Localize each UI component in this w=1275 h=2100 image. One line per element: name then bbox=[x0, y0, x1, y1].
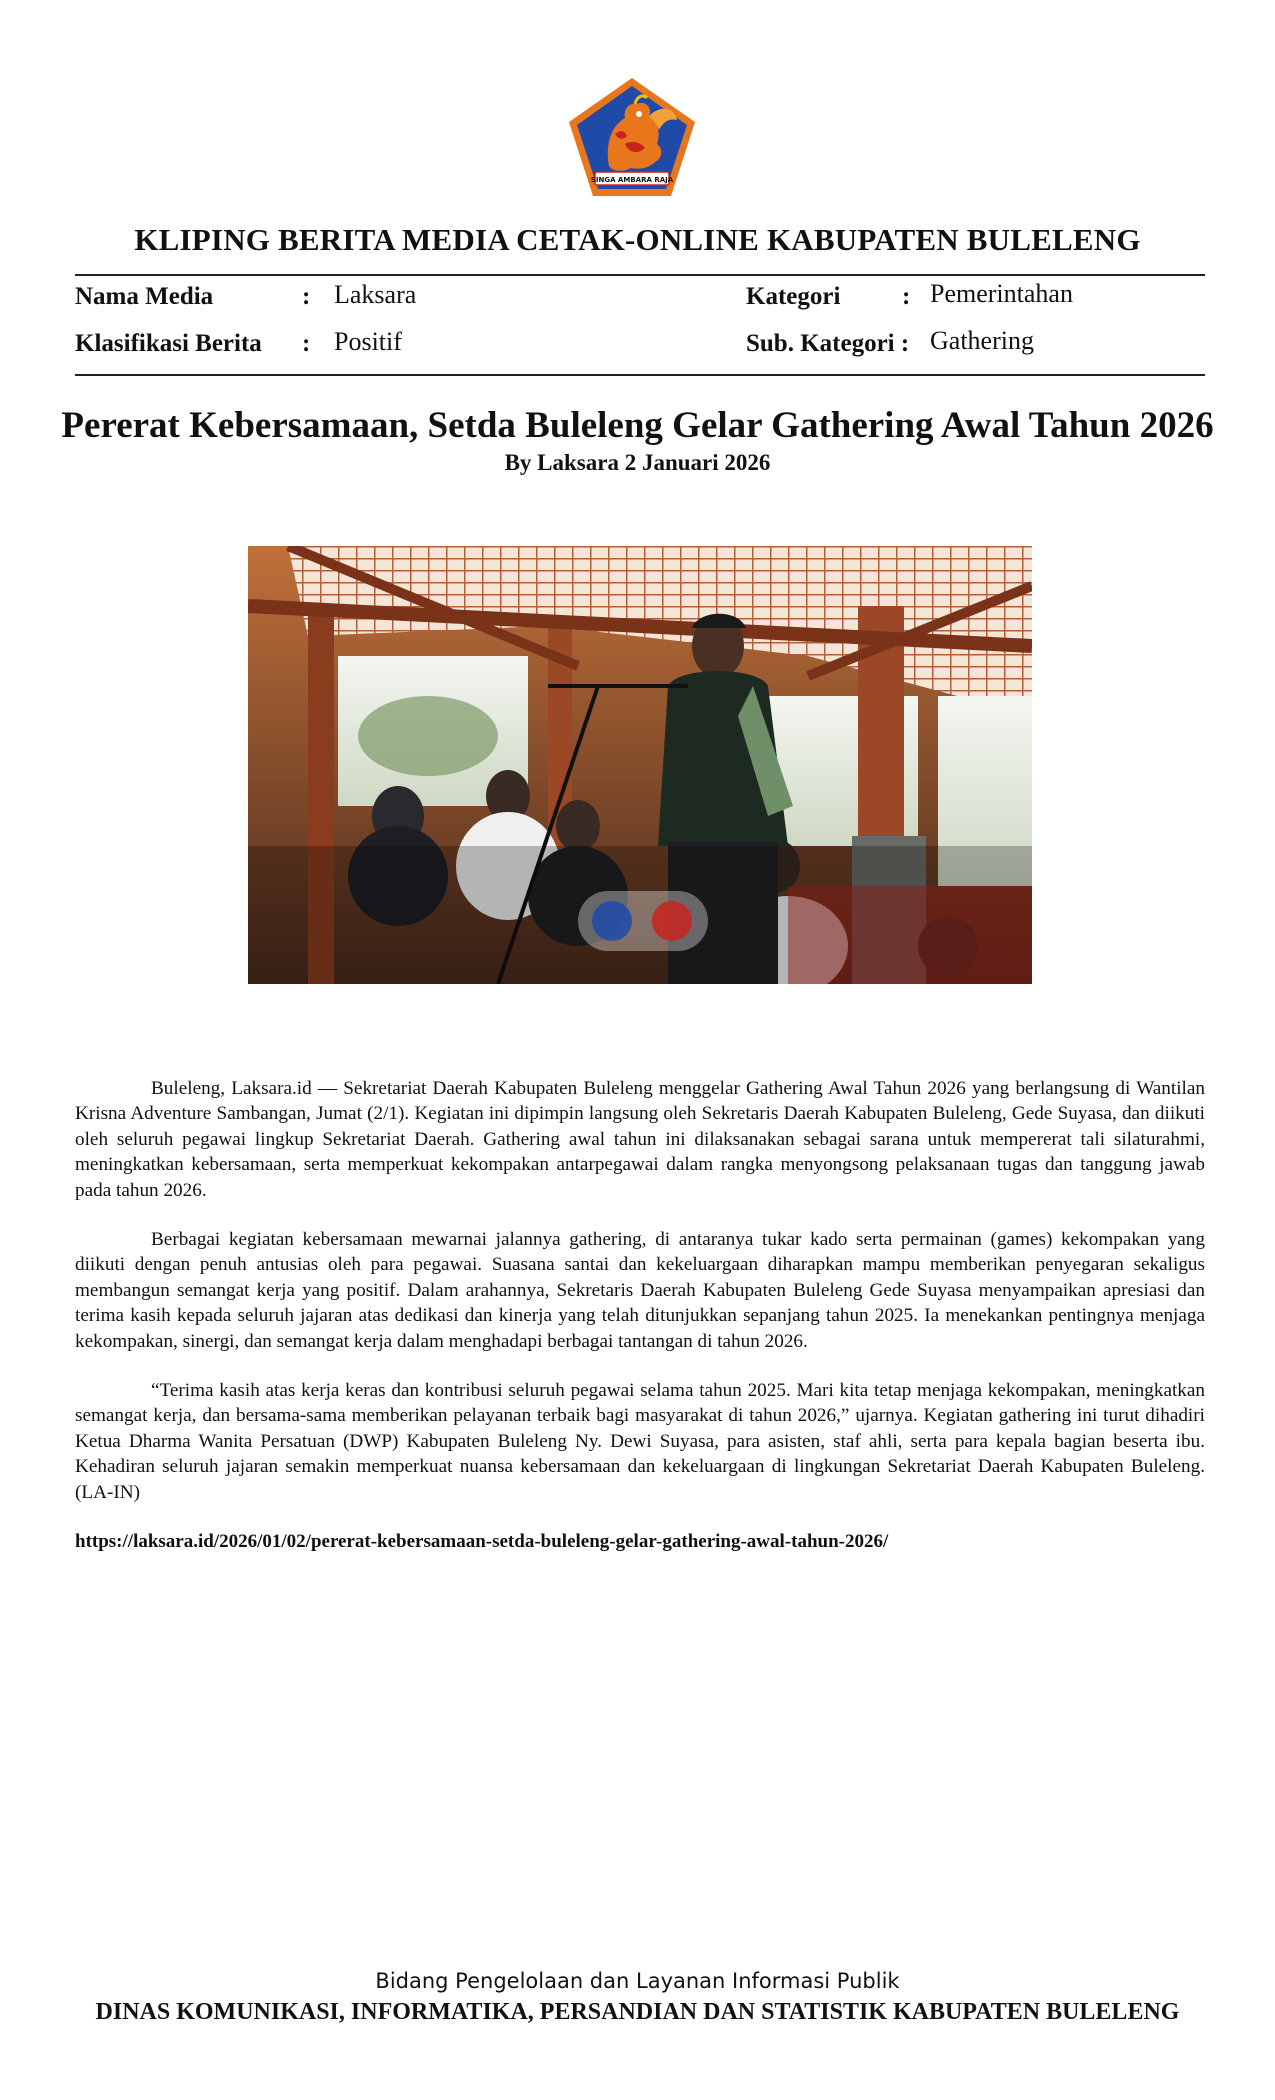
article-paragraph-3: “Terima kasih atas kerja keras dan kontribusi seluruh pegawai selama tahun 2025. Mari kita tetap menjaga kekompakan, meningkatkan semangat kerja, dan bersama-sama memberikan pelayanan terbaik bagi masyarakat di tahun 2026,” ujarnya. Kegiatan gathering ini turut dihadiri Ketua Dharma Wanita Persatuan (DWP) Kabupaten Buleleng Ny. Dewi Suyasa, para asisten, staf ahli, serta para kepala bagian beserta ibu. Kehadiran seluruh jajaran semakin memperkuat nuansa kebersamaan dan kekeluargaan di lingkungan Sekretariat Daerah Kabupaten Buleleng. (LA-IN) bbox=[75, 1380, 1205, 1503]
klasifikasi-colon: : bbox=[302, 330, 311, 357]
buleleng-regency-logo bbox=[565, 74, 699, 200]
logo-motto: SINGA AMBARA RAJA bbox=[590, 176, 674, 184]
article-paragraph-1: Buleleng, Laksara.id — Sekretariat Daerah Kabupaten Buleleng menggelar Gathering Awal Tahun 2026 yang berlangsung di Wantilan Krisna Adventure Sambangan, Jumat (2/1). Kegiatan ini dipimpin langsung oleh Sekretaris Daerah Kabupaten Buleleng, Gede Suyasa, dan diikuti oleh seluruh pegawai lingkup Sekretariat Daerah. Gathering awal tahun ini dilaksanakan sebagai sarana untuk mempererat tali silaturahmi, meningkatkan kebersamaan, serta memperkuat kekompakan antarpegawai dalam rangka menyongsong pelaksanaan tugas dan tanggung jawab pada tahun 2026. bbox=[75, 1078, 1205, 1201]
header-bottom-rule bbox=[75, 374, 1205, 376]
media-colon: : bbox=[302, 283, 311, 310]
article-paragraph-2: Berbagai kegiatan kebersamaan mewarnai jalannya gathering, di antaranya tukar kado serta permainan (games) kekompakan yang diikuti dengan penuh antusias oleh para pegawai. Suasana santai dan kekeluargaan diharapkan mampu memberikan penyegaran sekaligus membangun semangat kerja yang positif. Dalam arahannya, Sekretaris Daerah Kabupaten Buleleng Gede Suyasa menyampaikan apresiasi dan terima kasih kepada seluruh jajaran atas dedikasi dan kinerja yang telah ditunjukkan sepanjang tahun 2025. Ia menekankan pentingnya menjaga kekompakan, sinergi, dan semangat kerja dalam menghadapi berbagai tantangan di tahun 2026. bbox=[75, 1229, 1205, 1352]
klasifikasi-label: Klasifikasi Berita bbox=[75, 330, 262, 357]
header-top-rule bbox=[75, 274, 1205, 276]
source-url-link[interactable]: https://laksara.id/2026/01/02/pererat-kebersamaan-setda-buleleng-gelar-gathering-awal-tahun-2026/ bbox=[75, 1531, 889, 1552]
article-byline: By Laksara 2 Januari 2026 bbox=[504, 450, 771, 475]
article-body bbox=[75, 1076, 1205, 1529]
article-headline: Pererat Kebersamaan, Setda Buleleng Gelar Gathering Awal Tahun 2026 bbox=[61, 405, 1214, 446]
kategori-label: Kategori bbox=[746, 283, 841, 310]
article-photo bbox=[248, 546, 1032, 984]
footer-agency: DINAS KOMUNIKASI, INFORMATIKA, PERSANDIAN DAN STATISTIK KABUPATEN BULELENG bbox=[95, 1999, 1180, 2025]
singa-ambara-raja-emblem-icon bbox=[565, 74, 699, 200]
kategori-colon: : bbox=[902, 283, 911, 310]
clipping-header-title: KLIPING BERITA MEDIA CETAK-ONLINE KABUPATEN BULELENG bbox=[134, 222, 1141, 257]
kategori-value: Pemerintahan bbox=[930, 279, 1073, 308]
subkategori-value: Gathering bbox=[930, 326, 1034, 355]
footer-division: Bidang Pengelolaan dan Layanan Informasi Publik bbox=[375, 1969, 900, 1993]
subkategori-label: Sub. Kategori : bbox=[746, 330, 910, 357]
klasifikasi-value: Positif bbox=[334, 327, 402, 356]
media-value: Laksara bbox=[334, 280, 417, 309]
media-label: Nama Media bbox=[75, 283, 214, 310]
